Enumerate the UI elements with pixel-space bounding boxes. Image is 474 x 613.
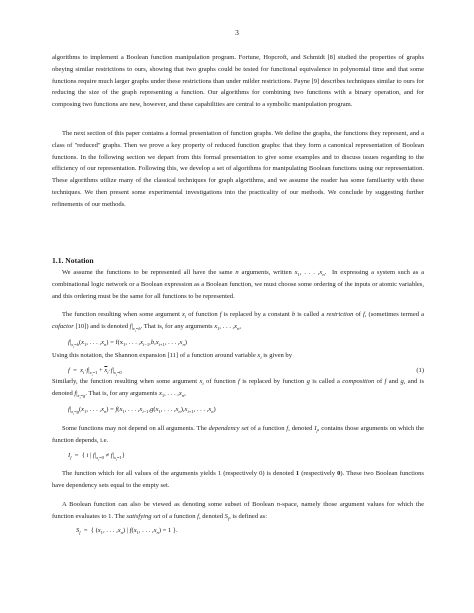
paragraph-related-work: algorithms to implement a Boolean function manipulation program. Fortune, Hopcroft, and Schmidt [8] studied the properties of graphs obeying similar restrictions to ours, showing that two graphs could be tested for functional equivalence in polynomial time and that some functions require much larger graphs under these restrictions than under milder restrictions. Payne [9] describes techniques similar to ours for reducing the size of the graph representing a function. Our algorithms for combining two functions with a binary operation, and for composing two functions are new, however, and these capabilities are central to a symbolic manipulation program.: [52, 54, 424, 109]
paragraph-restriction: The function resulting when some argument $x_i$ of function f is replaced by a constant b is called a restriction of f, (sometimes termed a cofactor [10]) and is denoted $f|_{x_i=b}$. That is, for any arguments $x_1$, . . . $,x_n$,: [52, 311, 424, 334]
equation-composition: $f|_{x_i=g}(x_1$, . . . $,x_n) = f(x_1$, . . . $,x_{i-1},g(x_1$, . . . $,x_n),x_{i+1}$, . . . $,x_n$): [68, 405, 216, 416]
equation-number: (1): [416, 366, 424, 374]
equation-dependency: $I_f$ = { i | $f|_{x_i=0} \ne f|_{x_i=1}$}: [68, 452, 125, 463]
equation-1-row: [52, 365, 424, 377]
overview-paragraph: [52, 128, 424, 211]
paragraph-shannon: Using this notation, the Shannon expansion [11] of a function around variable $x_i$ is given by: [52, 351, 292, 360]
page-number: 3: [235, 28, 239, 37]
equation-restriction: $f|_{x_i=b}(x_1$, . . . $,x_n) = f(x_1$, . . . $,x_{i-1},b,x_{i+1}$, . . . $,x_n$): [68, 338, 187, 349]
equation-satisfying-set: $S_f$ = { ($x_1$, . . . $,x_n$) | $f(x_1$, . . . $,x_n) = 1$ }.: [76, 527, 178, 536]
section-heading: 1.1. Notation: [52, 256, 94, 265]
paragraph-constants: The function which for all values of the arguments yields 1 (respectively 0) is denoted 1 (respectively 0). These two Boolean functions have dependency sets equal to the empty set.: [52, 470, 424, 489]
intro-paragraph: [52, 52, 424, 111]
paragraph-outline: The next section of this paper contains a formal presentation of function graphs. We define the graphs, the functions they represent, and a class of "reduced" graphs. Then we prove a key property of reduced function graphs: that they form a canonical representation of Boolean functions. In the following section we depart from this formal presentation to give some examples and to discuss issues regarding to the efficiency of our representation. Following this, we develop a set of algorithms for manipulating Boolean functions using our representation. These algorithms utilize many of the classical techniques for graph algorithms, and we assume the reader has some familiarity with these techniques. We then present some experimental investigations into the practicality of our methods. We conclude by suggesting further refinements of our methods.: [52, 130, 424, 208]
equation-shannon: $f = x_i\cdot f|_{x_i=1} + \overline{x}_i\cdot f|_{x_i=0}$: [68, 366, 122, 377]
paragraph-arguments: We assume the functions to be represented all have the same n arguments, written $x_1$, . . . $,x_n$. In expressing a system such as a combinational logic network or a Boolean expression as a Boolean function, we must choose some ordering of the inputs or atomic variables, and this ordering must be the same for all functions to be represented.: [52, 269, 425, 300]
notation-section: [52, 255, 424, 537]
paragraph-satisfying-set: A Boolean function can also be viewed as denoting some subset of Boolean n-space, namely those argument values for which the function evaluates to 1. The satisfying set of a function f, denoted $S_f$, is defined as:: [52, 500, 424, 521]
paragraph-dependency: Some functions may not depend on all arguments. The dependency set of a function f, denoted $I_f$, contains those arguments on which the function depends, i.e.: [52, 424, 424, 444]
paragraph-composition: Similarly, the function resulting when some argument $x_i$ of function f is replaced by function g is called a composition of f and g, and is denoted $f|_{x_i=g}$. That is, for any arguments $x_1$, . . . $,x_n$,: [52, 378, 424, 401]
